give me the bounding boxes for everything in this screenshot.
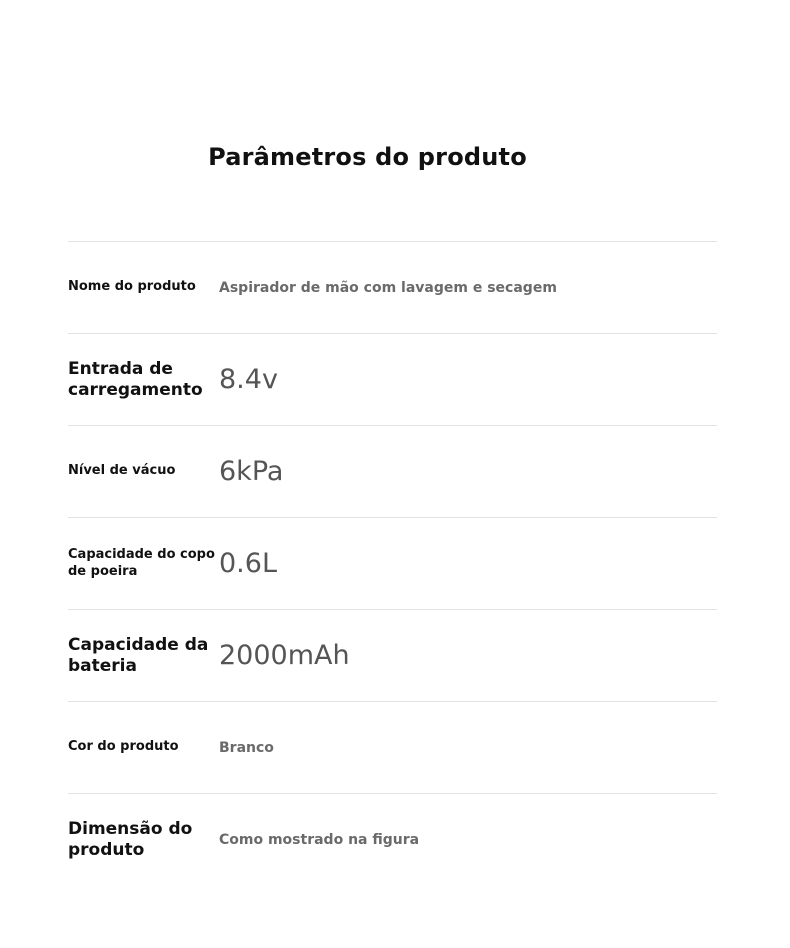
row-label: Dimensão do produto	[68, 819, 193, 860]
row-value: Aspirador de mão com lavagem e secagem	[219, 279, 557, 296]
row-value: 6kPa	[219, 456, 284, 487]
row-label: Capacidade do copo de poeira	[68, 547, 215, 579]
table-row	[68, 701, 717, 793]
row-label: Nível de vácuo	[68, 463, 176, 479]
row-label: Entrada de carregamento	[68, 359, 203, 400]
table-row	[68, 517, 717, 609]
table-row	[68, 793, 717, 885]
row-value: Como mostrado na figura	[219, 831, 420, 848]
row-value: 0.6L	[219, 548, 277, 579]
row-value: 2000mAh	[219, 640, 350, 671]
row-label: Nome do produto	[68, 279, 196, 295]
parameters-table	[68, 241, 717, 885]
table-row	[68, 241, 717, 333]
row-value: Branco	[219, 739, 274, 756]
page-title: Parâmetros do produto	[208, 143, 527, 171]
table-row	[68, 425, 717, 517]
table-row	[68, 609, 717, 701]
row-label: Capacidade da bateria	[68, 635, 209, 676]
table-row	[68, 333, 717, 425]
row-value: 8.4v	[219, 364, 278, 395]
row-label: Cor do produto	[68, 739, 179, 755]
